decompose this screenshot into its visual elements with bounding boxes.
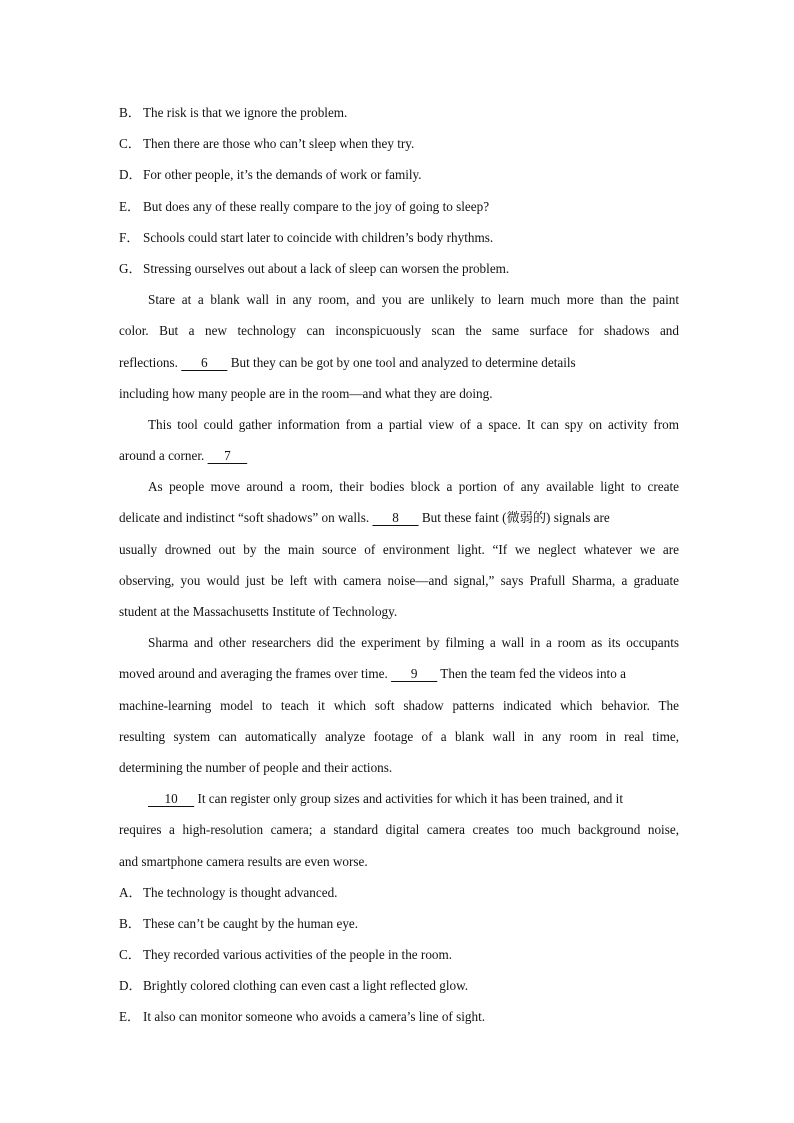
option-text: But does any of these really compare to the joy of going to sleep? [143, 198, 490, 214]
passage-text: But they can be got by one tool and analyzed to determine details [230, 354, 576, 370]
passage-line [119, 658, 679, 689]
passage-line: Sharma and other researchers did the experiment by filming a wall in a room as its occupants [148, 635, 679, 651]
option-f [119, 222, 679, 253]
option-b [119, 97, 679, 128]
passage-line: observing, you would just be left with camera noise—and signal,” says Prafull Sharma, a graduate [119, 572, 679, 588]
passage-text: Then the team fed the videos into a [440, 666, 626, 682]
option-letter: F． [119, 229, 140, 245]
option-text: Then there are those who can’t sleep when they try. [143, 136, 415, 152]
option-letter: D． [119, 167, 142, 183]
option-text: The technology is thought advanced. [143, 884, 338, 900]
passage-line: usually drowned out by the main source of environment light. “If we neglect whatever we are [119, 541, 679, 557]
option-text: Schools could start later to coincide with children’s body rhythms. [143, 229, 494, 245]
option-letter: A． [119, 884, 142, 900]
passage-text: around a corner. [119, 448, 205, 464]
passage-text: moved around and averaging the frames over time. [119, 666, 388, 682]
passage-line: This tool could gather information from a partial view of a space. It can spy on activity from [148, 416, 679, 432]
option-letter: D． [119, 978, 142, 994]
option-text: Brightly colored clothing can even cast a light reflected glow. [143, 978, 469, 994]
passage-line: Stare at a blank wall in any room, and you are unlikely to learn much more than the paint [148, 292, 679, 308]
passage-line: resulting system can automatically analyze footage of a blank wall in any room in real time, [119, 728, 679, 744]
passage-line: machine-learning model to teach it which soft shadow patterns indicated which behavior. The [119, 697, 679, 713]
passage-text: But these faint (微弱的) signals are [421, 510, 610, 526]
option-letter: C． [119, 136, 141, 152]
passage-text: It can register only group sizes and activities for which it has been trained, and it [197, 791, 623, 807]
option-text: The risk is that we ignore the problem. [143, 105, 348, 120]
option-letter: B． [119, 105, 141, 120]
passage-line: color. But a new technology can inconspicuously scan the same surface for shadows and [119, 323, 679, 339]
passage-line: determining the number of people and their actions. [119, 759, 393, 775]
passage-line [119, 502, 679, 533]
option-d [119, 970, 679, 1001]
passage-line [119, 783, 679, 814]
blank-8[interactable]: 8 [372, 510, 419, 526]
option-e [119, 191, 679, 222]
option-text: It also can monitor someone who avoids a camera’s line of sight. [143, 1009, 486, 1025]
option-text: Stressing ourselves out about a lack of sleep can worsen the problem. [143, 260, 510, 276]
option-c [119, 128, 679, 159]
passage-text: delicate and indistinct “soft shadows” on walls. [119, 510, 370, 526]
blank-7[interactable]: 7 [207, 448, 248, 464]
option-letter: C． [119, 947, 141, 963]
passage-line [119, 440, 679, 471]
blank-6[interactable]: 6 [181, 354, 228, 370]
option-letter: B． [119, 915, 141, 931]
passage-line [119, 347, 679, 378]
passage-line: including how many people are in the room—and what they are doing. [119, 385, 493, 401]
option-a [119, 877, 679, 908]
passage-line: requires a high-resolution camera; a standard digital camera creates too much background noise, [119, 822, 679, 838]
passage-line: and smartphone camera results are even worse. [119, 853, 368, 869]
option-g [119, 253, 679, 284]
passage-text: reflections. [119, 354, 178, 370]
option-b [119, 908, 679, 939]
option-text: These can’t be caught by the human eye. [143, 915, 359, 931]
document-page [119, 97, 679, 1033]
option-c [119, 939, 679, 970]
blank-9[interactable]: 9 [391, 666, 438, 682]
option-text: For other people, it’s the demands of work or family. [143, 167, 422, 183]
option-d [119, 159, 679, 190]
option-letter: G． [119, 260, 142, 276]
option-letter: E． [119, 198, 141, 214]
blank-10[interactable]: 10 [148, 791, 195, 807]
option-e [119, 1001, 679, 1032]
option-letter: E． [119, 1009, 141, 1025]
passage-line: As people move around a room, their bodies block a portion of any available light to create [148, 479, 679, 495]
option-text: They recorded various activities of the people in the room. [143, 947, 453, 963]
passage-line: student at the Massachusetts Institute of Technology. [119, 604, 398, 619]
